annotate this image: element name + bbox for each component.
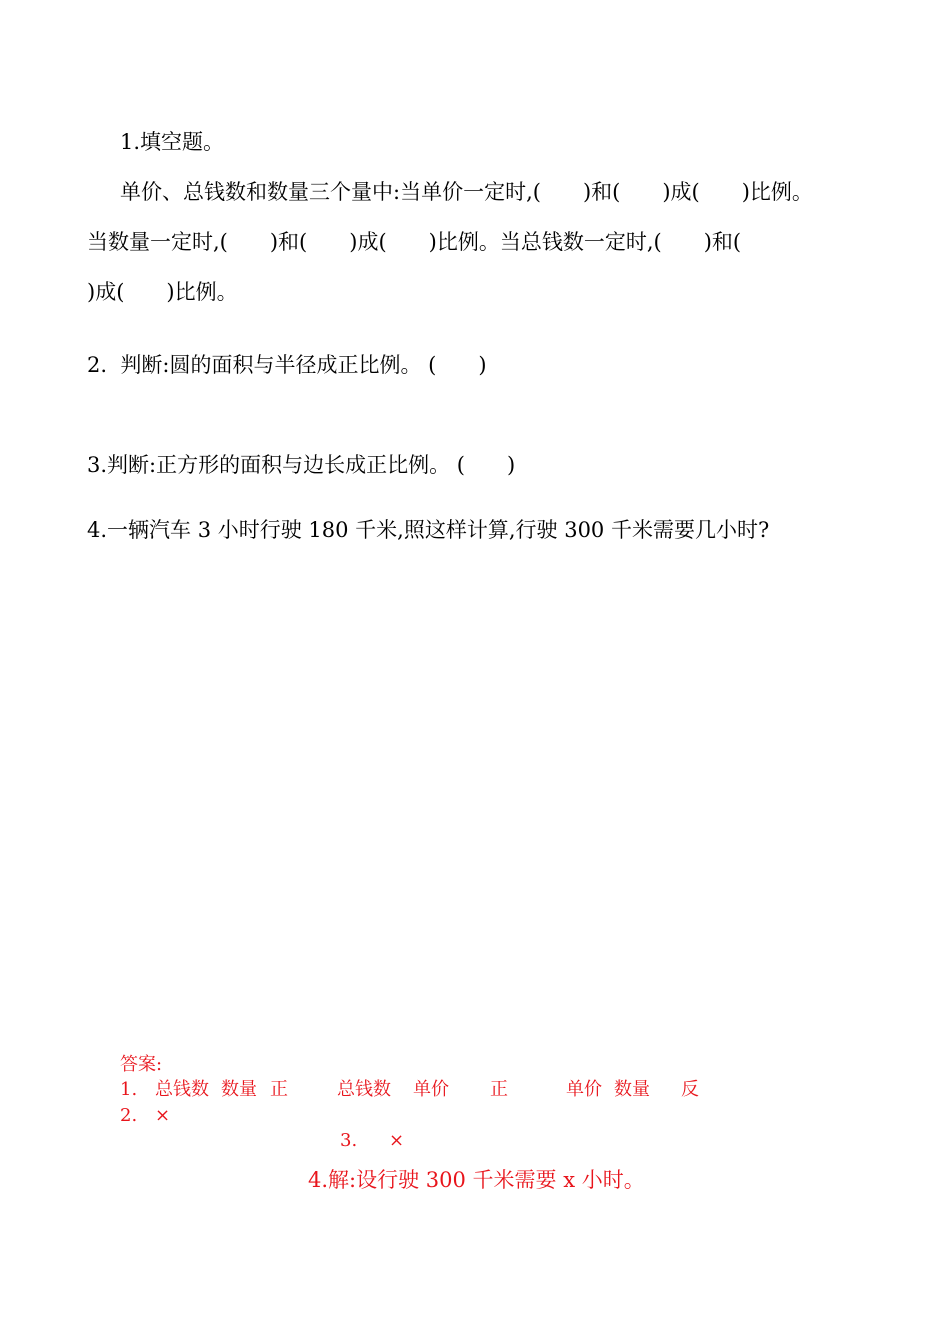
q3-text: 3.判断:正方形的面积与边长成正比例。 ( ) — [87, 453, 516, 477]
answer-2-number: 2. — [120, 1105, 138, 1126]
q2-text: 2. 判断:圆的面积与半径成正比例。 ( ) — [87, 353, 487, 377]
answer-1-item: 正 — [270, 1079, 288, 1100]
answer-1-item: 单价 — [413, 1079, 449, 1100]
answer-1-item: 反 — [681, 1079, 699, 1100]
answer-heading: 答案: — [120, 1054, 163, 1075]
answer-1-number: 1. — [120, 1079, 138, 1100]
answer-1-item: 总钱数 — [337, 1079, 391, 1100]
answer-3-number: 3. — [340, 1130, 358, 1151]
q1-line-3: )成( )比例。 — [87, 280, 238, 304]
answer-1-item: 总钱数 — [155, 1079, 209, 1100]
q1-line-2: 当数量一定时,( )和( )成( )比例。当总钱数一定时,( )和( — [87, 230, 742, 254]
answer-1-item: 数量 — [221, 1079, 257, 1100]
q1-line-1: 单价、总钱数和数量三个量中:当单价一定时,( )和( )成( )比例。 — [120, 180, 813, 204]
answer-2-mark: × — [155, 1105, 171, 1126]
answer-1-item: 正 — [490, 1079, 508, 1100]
answer-3-mark: × — [389, 1130, 405, 1151]
answer-4-text: 4.解:设行驶 300 千米需要 x 小时。 — [308, 1168, 645, 1192]
answer-1-item: 数量 — [614, 1079, 650, 1100]
answer-1-item: 单价 — [566, 1079, 602, 1100]
q4-text: 4.一辆汽车 3 小时行驶 180 千米,照这样计算,行驶 300 千米需要几小时? — [87, 518, 770, 542]
q1-heading: 1.填空题。 — [120, 130, 225, 154]
